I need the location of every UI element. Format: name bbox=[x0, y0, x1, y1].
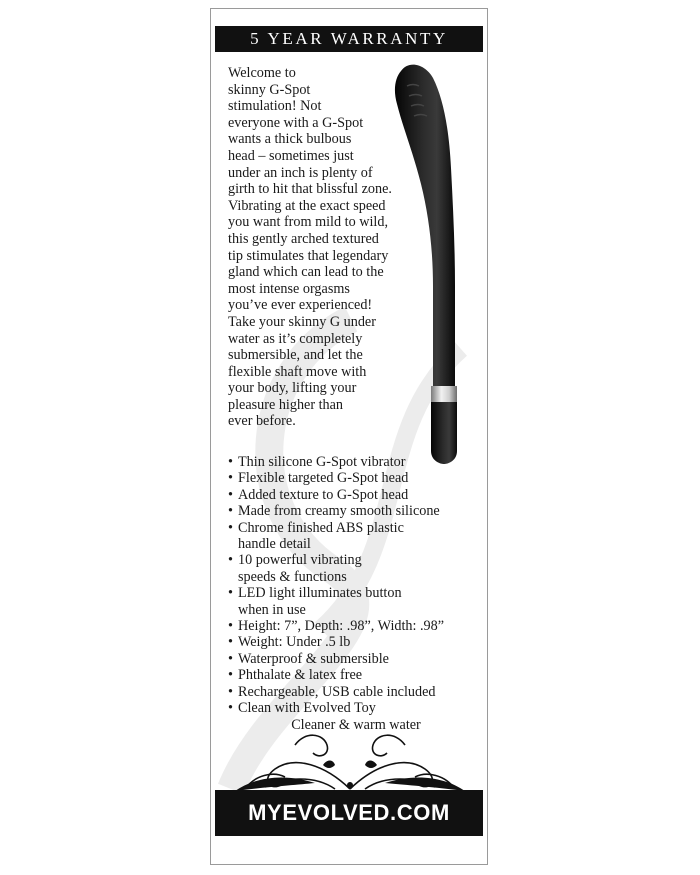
feature-text: Waterproof & submersible bbox=[238, 650, 389, 667]
feature-text: Height: 7”, Depth: .98”, Width: .98” bbox=[238, 618, 445, 635]
description-line: submersible, and let the bbox=[228, 347, 363, 364]
feature-item bbox=[228, 684, 488, 700]
feature-item bbox=[228, 667, 488, 683]
description-line: everyone with a G-Spot bbox=[228, 114, 364, 131]
feature-text-continued: speeds & functions bbox=[238, 568, 347, 585]
feature-item bbox=[228, 503, 488, 519]
description-line: your body, lifting your bbox=[228, 380, 357, 397]
feature-item-continued: Cleaner & warm water bbox=[291, 716, 421, 733]
feature-text: 10 powerful vibrating bbox=[238, 552, 362, 569]
feature-text: Flexible targeted G-Spot head bbox=[238, 470, 409, 487]
description-line: this gently arched textured bbox=[228, 230, 379, 247]
description-line: Take your skinny G under bbox=[228, 313, 376, 330]
feature-text: Thin silicone G-Spot vibrator bbox=[238, 454, 406, 470]
feature-item bbox=[228, 454, 488, 470]
description-line: skinny G-Spot bbox=[228, 81, 311, 98]
description-line: you’ve ever experienced! bbox=[228, 297, 373, 314]
feature-text: Phthalate & latex free bbox=[238, 667, 363, 684]
description-line: under an inch is plenty of bbox=[228, 164, 373, 181]
website-footer-banner: MYEVOLVED.COM bbox=[215, 790, 483, 836]
description-line: tip stimulates that legendary bbox=[228, 247, 389, 264]
product-insert-card bbox=[210, 8, 488, 865]
feature-text: LED light illuminates button bbox=[238, 585, 402, 602]
feature-text: Added texture to G-Spot head bbox=[238, 486, 409, 503]
feature-item bbox=[228, 618, 488, 634]
feature-text-continued: handle detail bbox=[238, 536, 311, 553]
warranty-banner: 5 YEAR WARRANTY bbox=[215, 26, 483, 52]
description-line: girth to hit that blissful zone. bbox=[228, 181, 392, 198]
feature-item bbox=[228, 487, 488, 503]
feature-text: Rechargeable, USB cable included bbox=[238, 683, 436, 700]
description-line: head – sometimes just bbox=[228, 147, 354, 164]
description-line: wants a thick bulbous bbox=[228, 131, 352, 148]
description-line: Vibrating at the exact speed bbox=[228, 197, 386, 214]
feature-text: Chrome finished ABS plastic bbox=[238, 519, 404, 536]
description-line: flexible shaft move with bbox=[228, 363, 367, 380]
feature-item bbox=[228, 470, 488, 486]
description-line: you want from mild to wild, bbox=[228, 214, 388, 231]
feature-item bbox=[228, 651, 488, 667]
feature-text: Clean with Evolved Toy bbox=[238, 700, 376, 717]
feature-item bbox=[228, 520, 488, 553]
feature-item bbox=[228, 634, 488, 650]
description-line: most intense orgasms bbox=[228, 280, 350, 297]
description-line: Welcome to bbox=[228, 65, 296, 81]
feature-item bbox=[228, 552, 488, 585]
feature-item bbox=[228, 585, 488, 618]
feature-list bbox=[228, 454, 488, 733]
feature-text: Made from creamy smooth silicone bbox=[238, 503, 440, 520]
description-line: water as it’s completely bbox=[228, 330, 363, 347]
feature-item bbox=[228, 700, 488, 716]
description-line: stimulation! Not bbox=[228, 98, 322, 115]
description-line: ever before. bbox=[228, 413, 296, 430]
feature-text: Weight: Under .5 lb bbox=[238, 634, 351, 651]
vibrator-product-image bbox=[381, 56, 481, 466]
feature-text-continued: when in use bbox=[238, 601, 306, 618]
ornamental-flourish bbox=[215, 725, 485, 793]
description-line: pleasure higher than bbox=[228, 396, 344, 413]
description-line: gland which can lead to the bbox=[228, 264, 384, 281]
